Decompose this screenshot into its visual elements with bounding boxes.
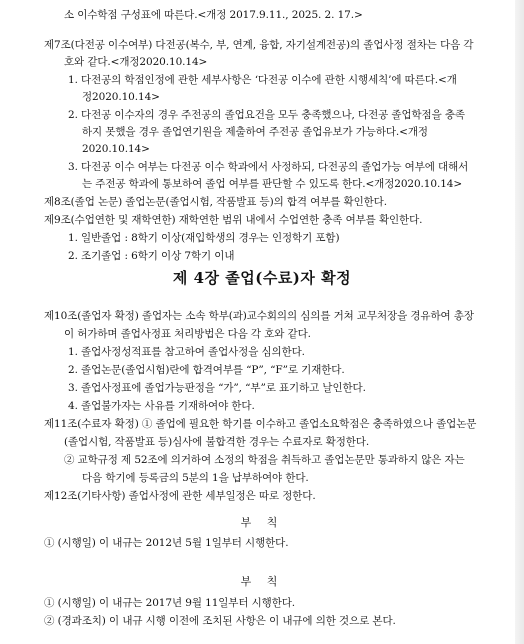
text-line: 제12조(기타사항) 졸업사정에 관한 세부일정은 따로 정한다. (44, 490, 316, 502)
text-line: ② (경과조치) 이 내규 시행 이전에 조치된 사항은 이 내규에 의한 것으로 본다. (44, 615, 396, 627)
text-line: ① (시행일) 이 내규는 2017년 9월 11일부터 시행한다. (44, 597, 296, 609)
text-line: 1. 졸업사정성적표를 참고하여 졸업사정을 심의한다. (68, 346, 305, 358)
text-line: 소 이수학점 구성표에 따른다.<개정 2017.9.11., 2025. 2. 17.> (64, 9, 363, 21)
text-line: 1. 다전공의 학점인정에 관한 세부사항은 ‘다전공 이수에 관한 시행세칙’에 따른다.<개 (68, 74, 457, 86)
text-line: 이 허가하며 졸업사정표 처리방법은 다음 각 호와 같다. (64, 328, 311, 340)
text-line: 2. 다전공 이수자의 경우 주전공의 졸업요건을 모두 충족했으나, 다전공 졸업학점을 충족 (68, 109, 465, 121)
text-line: 3. 다전공 이수 여부는 다전공 이수 학과에서 사정하되, 다전공의 졸업가능 여부에 대해서 (68, 161, 469, 173)
chapter-title: 제 4장 졸업(수료)자 확정 (172, 269, 352, 287)
text-line: 호와 같다.<개정2020.10.14> (64, 56, 208, 68)
text-line: 제8조(졸업 논문) 졸업논문(졸업시험, 작품발표 등)의 합격 여부를 확인한다. (44, 196, 387, 208)
text-line: 1. 일반졸업 : 8학기 이상(재입학생의 경우는 인정학기 포함) (68, 232, 340, 244)
appendix-title-1: 부 칙 (240, 516, 284, 529)
text-line: ② 교학규정 제 52조에 의거하여 소정의 학점을 취득하고 졸업논문만 통과하지 않은 자는 (64, 454, 465, 466)
text-line: ① (시행일) 이 내규는 2012년 5월 1일부터 시행한다. (44, 537, 289, 549)
text-line: 는 주전공 학과에 통보하여 졸업 여부를 판단할 수 있도록 한다.<개정2020.10.14> (82, 178, 463, 190)
text-line: 제10조(졸업자 확정) 졸업자는 소속 학부(과)교수회의의 심의를 거쳐 교무처장을 경유하여 총장 (44, 310, 474, 322)
text-line: 2. 조기졸업 : 6학기 이상 7학기 이내 (68, 250, 235, 262)
text-line: 하지 못했을 경우 졸업연기원을 제출하여 주전공 졸업유보가 가능하다.<개정 (82, 126, 428, 138)
text-line: 2. 졸업논문(졸업시험)란에 합격여부를 “P”, “F”로 기재한다. (68, 364, 345, 376)
text-line: 제9조(수업연한 및 재학연한) 재학연한 범위 내에서 수업연한 충족 여부를 확인한다. (44, 214, 423, 226)
text-line: 4. 졸업불가자는 사유를 기재하여야 한다. (68, 400, 255, 412)
text-line: 제7조(다전공 이수여부) 다전공(복수, 부, 연계, 융합, 자기설계전공)의 졸업사정 절차는 다음 각 (44, 39, 474, 51)
text-line: (졸업시험, 작품발표 등)심사에 불합격한 경우는 수료자로 확정한다. (64, 436, 370, 448)
text-line: 3. 졸업사정표에 졸업가능판정을 “가”, “부”로 표기하고 날인한다. (68, 382, 366, 394)
text-line: 정2020.10.14> (82, 91, 160, 103)
appendix-title-2: 부 칙 (240, 575, 284, 588)
page-edge (515, 0, 524, 644)
text-line: 제11조(수료자 확정) ① 졸업에 필요한 학기를 이수하고 졸업소요학점은 충족하였으나 졸업논문 (44, 418, 477, 430)
text-line: 다음 학기에 등록금의 5분의 1을 납부하여야 한다. (82, 472, 309, 484)
text-line: 2020.10.14> (82, 143, 150, 155)
